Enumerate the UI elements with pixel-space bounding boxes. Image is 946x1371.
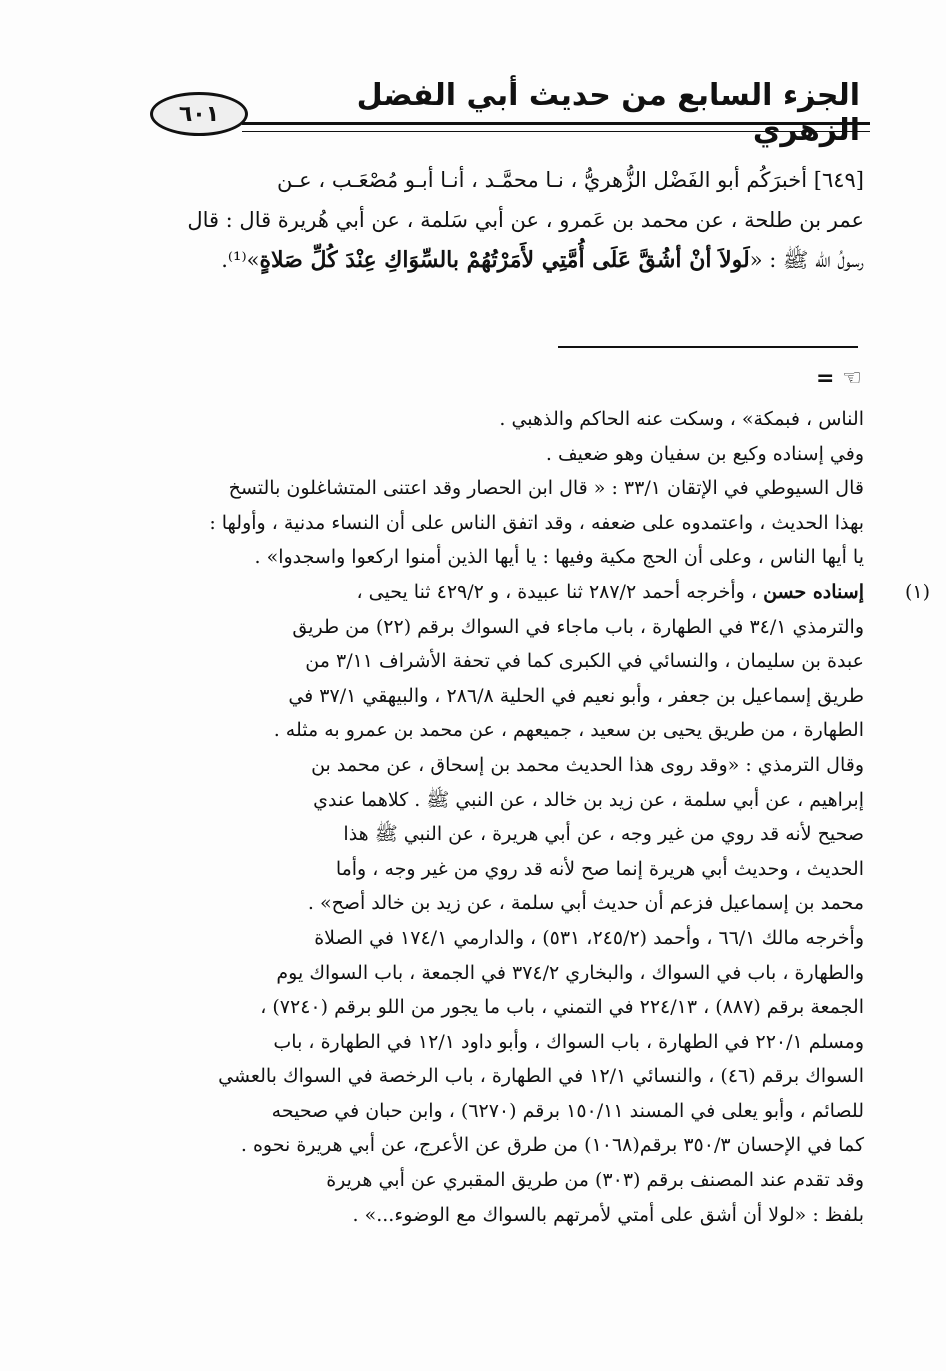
note-line: يا أيها الناس ، وعلى أن الحج مكية وفيها : يا أيها الذين أمنوا اركعوا واسجدوا» . <box>254 546 864 569</box>
main-line-2: عمر بن طلحة ، عن محمد بن عَمرو ، عن أبي سَلمة ، عن أبي هُريرة قال : قال <box>187 208 864 232</box>
note-line: كما في الإحسان ٣٥٠/٣ برقم(١٠٦٨) من طرق عن الأعرج، عن أبي هريرة نحوه . <box>240 1134 864 1157</box>
note-line: وفي إسناده وكيع بن سفيان وهو ضعيف . <box>545 442 864 465</box>
note-line: وقد تقدم عند المصنف برقم (٣٠٣) من طريق المقبري عن أبي هريرة <box>326 1169 864 1192</box>
hadith-intro: رسولُ الله ﷺ : « <box>749 248 864 272</box>
note-line: الحديث ، وحديث أبي هريرة إنما صح لأنه قد روي من غير وجه ، وأما <box>335 857 864 880</box>
hadith-close: »⁽¹⁾. <box>221 248 260 272</box>
note-line: ، وأخرجه أحمد ٢٨٧/٢ ثنا عبيدة ، و ٤٢٩/٢ ثنا يحيى ، <box>356 580 758 603</box>
note-line: بلفظ : «لولا أن أشق على أمتي لأمرتهم بالسواك مع الوضوء...» . <box>352 1203 864 1226</box>
footnote-1-number: (١) <box>904 580 930 603</box>
note-line: محمد بن إسماعيل فزعم أن حديث أبي سلمة ، عن زيد بن خالد أصح» . <box>307 892 864 915</box>
note-line: الطهارة ، من طريق يحيى بن سعيد ، جميعهم ، عن محمد بن عمرو به مثله . <box>273 719 864 742</box>
main-line-1: [٦٤٩] أخبرَكُم أبو الفَضْل الزُّهريُّ ، نـا محمَّـد ، أنـا أبـو مُصْعَـب ، عـن <box>277 168 864 192</box>
header-rule <box>242 122 870 132</box>
footnote-1-lead: إسناده حسن <box>763 580 864 603</box>
note-line: صحيح لأنه قد روي من غير وجه ، عن أبي هريرة ، عن النبي ﷺ هذا <box>343 823 864 846</box>
note-line: للصائم ، وأبو يعلى في المسند ١٥٠/١١ برقم (٦٢٧٠) ، وابن حبان في صحيحه <box>271 1099 864 1122</box>
running-title: الجزء السابع من حديث أبي الفضل الزهري <box>356 78 860 148</box>
note-line: إبراهيم ، عن أبي سلمة ، عن زيد بن خالد ، عن النبي ﷺ . كلاهما عندي <box>313 788 864 811</box>
page-header <box>150 78 870 148</box>
continuation-mark: = ☜ <box>816 366 862 391</box>
note-line: والترمذي ٣٤/١ في الطهارة ، باب ماجاء في السواك برقم (٢٢) من طريق <box>292 615 864 638</box>
note-line: الجمعة برقم (٨٨٧) ، ٢٢٤/١٣ في التمني ، باب ما يجور من اللو برقم (٧٢٤٠) ، <box>260 996 864 1019</box>
page-number: ٦٠١ <box>150 92 248 136</box>
note-line: والطهارة ، باب في السواك ، والبخاري ٣٧٤/٢ في الجمعة ، باب السواك يوم <box>276 961 864 984</box>
note-line: الناس ، فبمكة» ، وسكت عنه الحاكم والذهبي . <box>499 408 864 430</box>
main-line-3 <box>164 240 864 280</box>
note-line: عبدة بن سليمان ، والنسائي في الكبرى كما في تحفة الأشراف ٣/١١ من <box>305 650 864 673</box>
footnote-separator <box>558 346 858 348</box>
note-line: وقال الترمذي : «وقد روى هذا الحديث محمد بن إسحاق ، عن محمد بن <box>311 753 864 776</box>
note-line: ومسلم ٢٢٠/١ في الطهارة ، باب السواك ، وأبو داود ١٢/١ في الطهارة ، باب <box>273 1030 864 1053</box>
note-line: بهذا الحديث ، واعتمدوه على ضعفه ، وقد اتفق الناس على أن النساء مدنية ، وأولها : <box>209 511 864 534</box>
footnote-1-start <box>164 575 930 610</box>
hadith-text: لَولاَ أنْ أشُقَّ عَلَى أُمَّتِي لأَمَرْتُهُمْ بالسِّوَاكِ عِنْدَ كُلِّ صَلاةٍ <box>259 247 750 273</box>
main-text <box>164 160 864 280</box>
note-line: وأخرجه مالك ٦٦/١ ، وأحمد (٢٤٥/٢، ٥٣١) ، والدارمي ١٧٤/١ في الصلاة <box>314 926 864 949</box>
note-line: قال السيوطي في الإتقان ٣٣/١ : « قال ابن الحصار وقد اعتنى المتشاغلون بالتسخ <box>228 477 864 500</box>
note-line: طريق إسماعيل بن جعفر ، وأبو نعيم في الحلية ٢٨٦/٨ ، والبيهقي ٣٧/١ في <box>288 684 864 707</box>
footnotes <box>164 402 930 1232</box>
note-line: السواك برقم (٤٦) ، والنسائي ١٢/١ في الطهارة ، باب الرخصة في السواك بالعشي <box>218 1065 864 1088</box>
